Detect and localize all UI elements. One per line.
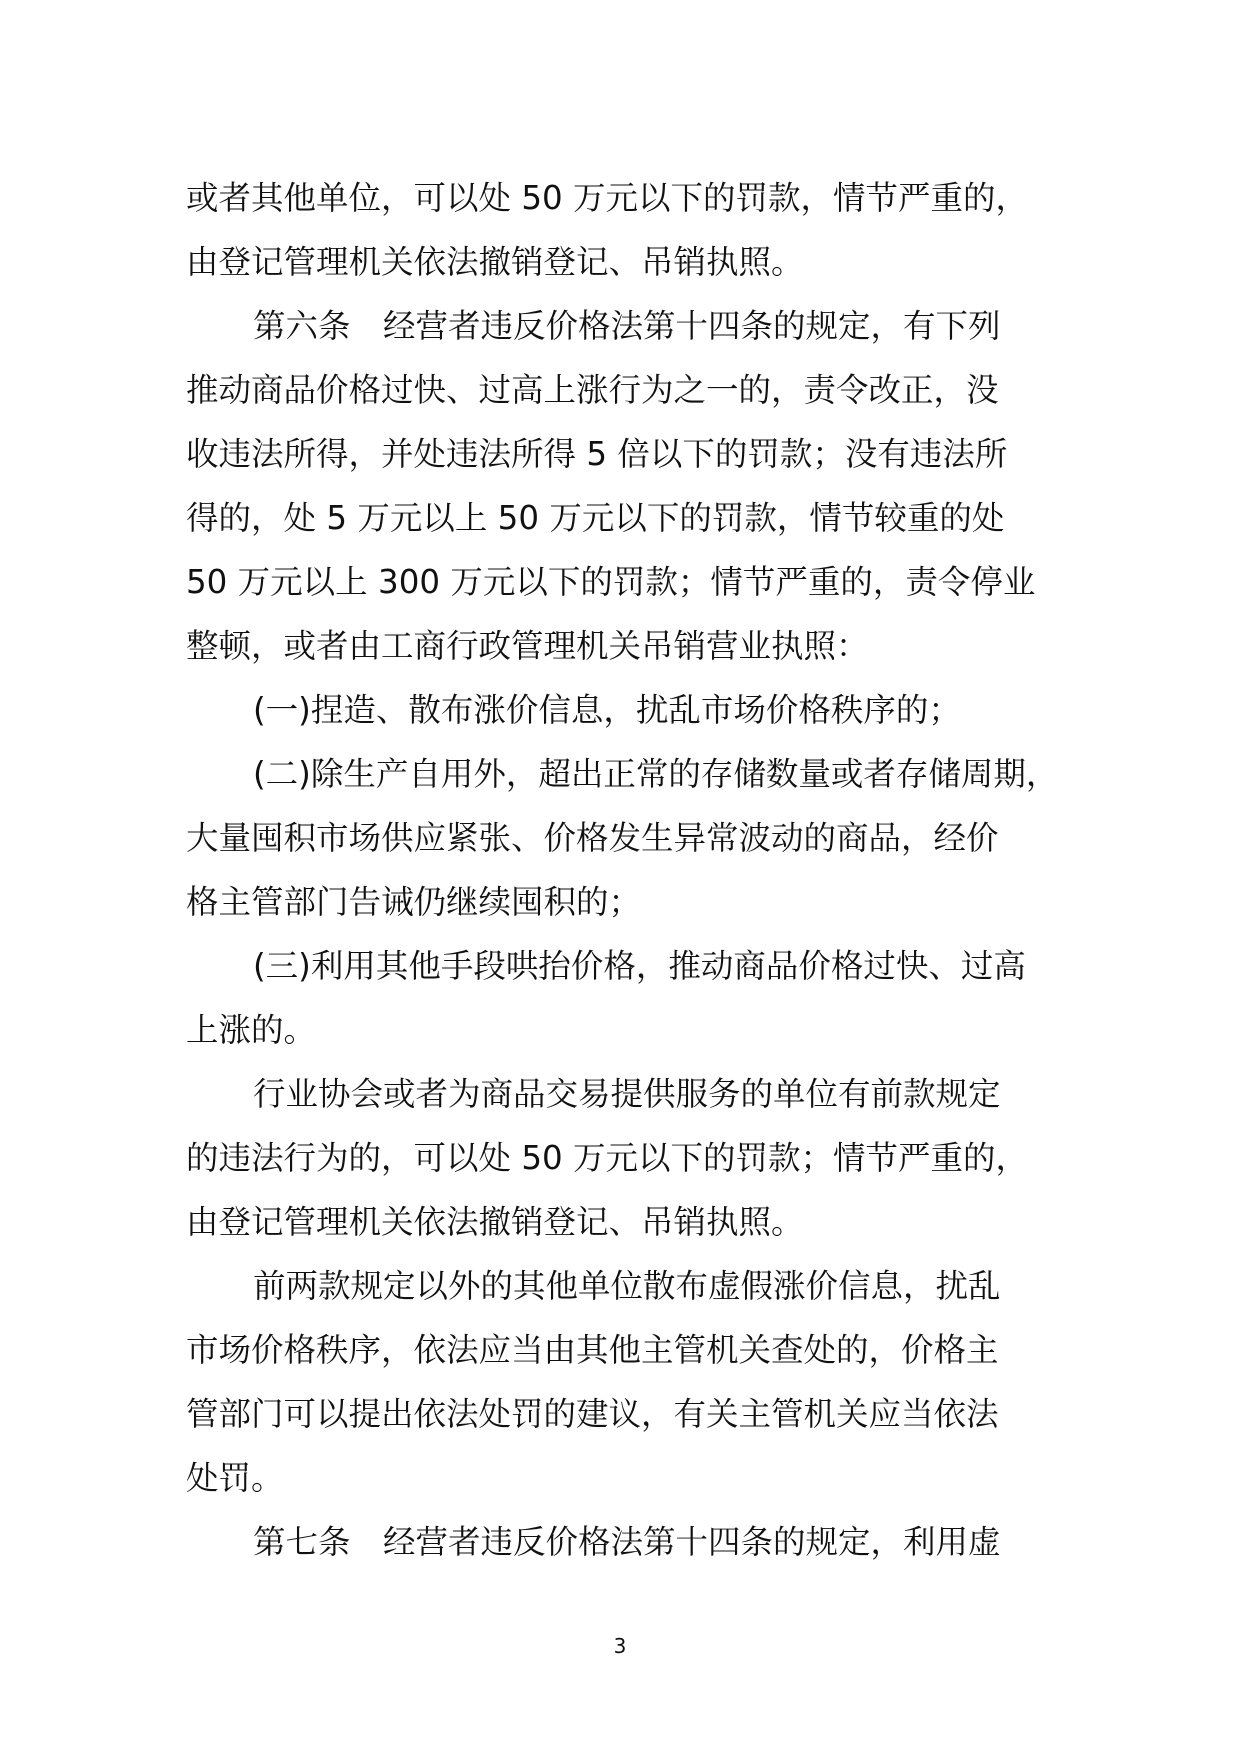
text-line: 由登记管理机关依法撤销登记、吊销执照。	[186, 243, 804, 281]
paragraph-start: 行业协会或者为商品交易提供服务的单位有前款规定	[253, 1075, 1001, 1113]
text-line: 处罚。	[186, 1459, 284, 1497]
article-7-heading-line: 第七条 经营者违反价格法第十四条的规定，利用虚	[253, 1523, 1001, 1561]
text-line: 由登记管理机关依法撤销登记、吊销执照。	[186, 1203, 804, 1241]
text-line: 得的，处 5 万元以上 50 万元以下的罚款，情节较重的处	[186, 499, 1005, 537]
text-line: 整顿，或者由工商行政管理机关吊销营业执照：	[186, 627, 869, 665]
page-number: 3	[613, 1634, 627, 1658]
list-item-2: (二)除生产自用外，超出正常的存储数量或者存储周期，	[253, 755, 1059, 793]
list-item-1: (一)捏造、散布涨价信息，扰乱市场价格秩序的；	[253, 691, 961, 729]
text-line: 推动商品价格过快、过高上涨行为之一的，责令改正，没	[186, 371, 999, 409]
text-line: 市场价格秩序，依法应当由其他主管机关查处的，价格主	[186, 1331, 999, 1369]
text-line: 50 万元以上 300 万元以下的罚款；情节严重的，责令停业	[186, 563, 1036, 601]
article-6-heading-line: 第六条 经营者违反价格法第十四条的规定，有下列	[253, 307, 1001, 345]
text-line: 上涨的。	[186, 1011, 317, 1049]
list-item-3: (三)利用其他手段哄抬价格，推动商品价格过快、过高	[253, 947, 1026, 985]
text-line: 的违法行为的，可以处 50 万元以下的罚款；情节严重的，	[186, 1139, 1029, 1177]
text-line: 管部门可以提出依法处罚的建议，有关主管机关应当依法	[186, 1395, 999, 1433]
text-line: 或者其他单位，可以处 50 万元以下的罚款，情节严重的，	[186, 179, 1029, 217]
text-line: 格主管部门告诫仍继续囤积的；	[186, 883, 642, 921]
text-line: 收违法所得，并处违法所得 5 倍以下的罚款；没有违法所	[186, 435, 1008, 473]
text-line: 大量囤积市场供应紧张、价格发生异常波动的商品，经价	[186, 819, 999, 857]
paragraph-start: 前两款规定以外的其他单位散布虚假涨价信息，扰乱	[253, 1267, 1001, 1305]
